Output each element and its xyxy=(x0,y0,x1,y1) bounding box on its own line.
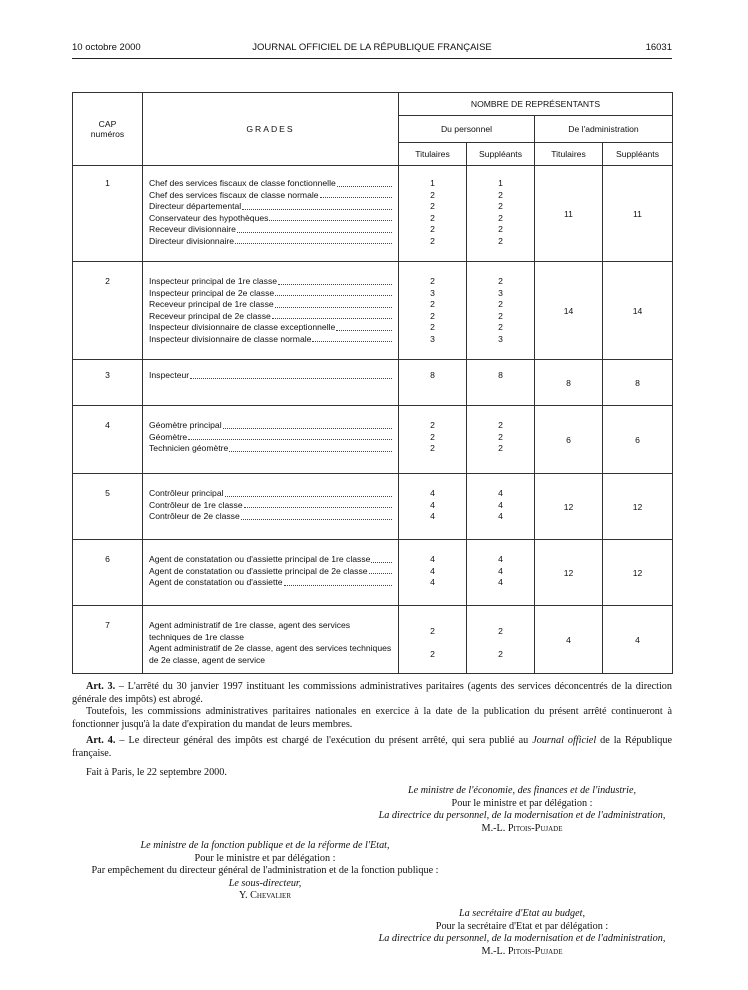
count-value: 11 xyxy=(633,208,642,219)
count-value: 6 xyxy=(635,434,640,445)
count-value: 3 xyxy=(498,333,503,344)
leader-dots xyxy=(284,585,392,586)
count-value: 2 xyxy=(498,224,503,234)
count-value: 2 xyxy=(498,443,503,453)
count-value: 2 xyxy=(498,310,503,321)
personnel-suppleants-cell xyxy=(467,166,535,262)
count-value: 2 xyxy=(498,299,503,309)
admin-suppleants-cell xyxy=(603,360,673,406)
count-value: 2 xyxy=(498,189,503,200)
count-value: 2 xyxy=(498,626,503,636)
grade-label: Inspecteur divisionnaire de classe exceptionnelle xyxy=(149,322,336,332)
count-value: 4 xyxy=(498,499,503,510)
sig1-directrice: La directrice du personnel, de la modernisation et de l'administration, xyxy=(378,810,666,822)
count-value: 4 xyxy=(430,577,435,587)
signature-block-budget xyxy=(372,908,672,958)
count-value: 14 xyxy=(632,305,643,316)
grade-label: Géomètre principal xyxy=(149,420,222,430)
leader-dots xyxy=(275,307,392,308)
count-value: 2 xyxy=(498,431,503,442)
personnel-titulaires-cell xyxy=(399,474,467,540)
count-value: 2 xyxy=(430,420,435,430)
sig3-title: La secrétaire d'Etat au budget, xyxy=(458,908,585,919)
admin-suppleants-cell xyxy=(603,540,673,606)
leader-dots xyxy=(237,232,392,233)
art4-text-a: – Le directeur général des impôts est chargé de l'exécution du présent arrêté, qui sera publié au xyxy=(115,735,533,746)
grade-label: Contrôleur de 1re classe xyxy=(149,499,243,510)
leader-dots xyxy=(188,439,392,440)
count-value: 12 xyxy=(632,567,643,578)
leader-dots xyxy=(223,428,392,429)
admin-suppleants-cell xyxy=(603,406,673,474)
leader-dots xyxy=(225,496,392,497)
col-header-personnel-suppleants: Suppléants xyxy=(467,143,535,166)
personnel-titulaires-cell xyxy=(399,360,467,406)
cap-number-cell xyxy=(73,406,143,474)
grades-cell xyxy=(143,360,399,406)
grades-cell xyxy=(143,474,399,540)
count-value: 6 xyxy=(566,434,571,445)
leader-dots xyxy=(369,573,392,574)
count-value: 2 xyxy=(498,212,503,223)
grade-label: Inspecteur principal de 1re classe xyxy=(149,276,278,286)
grades-cell xyxy=(143,262,399,360)
grade-label: Receveur divisionnaire xyxy=(149,224,236,234)
cap-number: 1 xyxy=(105,178,110,188)
cap-number: 5 xyxy=(105,488,110,498)
count-value: 2 xyxy=(430,276,435,286)
count-value: 2 xyxy=(498,276,503,286)
grade-label: Directeur divisionnaire xyxy=(149,235,235,246)
cap-number: 3 xyxy=(105,370,110,380)
grade-label: Géomètre xyxy=(149,431,188,442)
cap-number: 6 xyxy=(105,554,110,564)
grade-label: Agent administratif de 2e classe, agent des services techniques de 2e classe, agent de service xyxy=(149,643,392,665)
cap-number-cell xyxy=(73,474,143,540)
cap-number: 7 xyxy=(105,620,110,630)
grade-label: Technicien géomètre xyxy=(149,443,229,453)
personnel-titulaires-cell xyxy=(399,166,467,262)
leader-dots xyxy=(272,318,392,319)
count-value: 2 xyxy=(430,322,435,332)
count-value: 4 xyxy=(430,499,435,510)
grade-label: Chef des services fiscaux de classe normale xyxy=(149,189,319,200)
count-value: 2 xyxy=(498,235,503,246)
grade-label: Agent administratif de 1re classe, agent des services techniques de 1re classe xyxy=(149,620,351,642)
count-value: 12 xyxy=(563,567,574,578)
leader-dots xyxy=(229,451,392,452)
count-value: 11 xyxy=(564,208,573,219)
grades-cell xyxy=(143,606,399,674)
col-header-admin-suppleants: Suppléants xyxy=(603,143,673,166)
table-row xyxy=(73,166,673,262)
personnel-titulaires-cell xyxy=(399,406,467,474)
grade-label: Agent de constatation ou d'assiette principal de 1re classe xyxy=(149,554,371,564)
count-value: 2 xyxy=(430,431,435,442)
sig2-empechement: Par empêchement du directeur général de l'administration et de la fonction publique : xyxy=(91,865,439,877)
art3-text: – L'arrêté du 30 janvier 1997 instituant les commissions administratives paritaires (agents des services déconcentrés de la direction générale des impôts) est abrogé. xyxy=(72,681,672,705)
sig3-directrice: La directrice du personnel, de la modernisation et de l'administration, xyxy=(378,933,666,945)
grades-cell xyxy=(143,406,399,474)
cap-number-cell xyxy=(73,166,143,262)
count-value: 2 xyxy=(430,235,435,246)
col-header-administration: De l'administration xyxy=(535,116,673,143)
leader-dots xyxy=(269,220,392,221)
page-header xyxy=(72,42,672,58)
count-value: 8 xyxy=(498,370,503,380)
count-value: 12 xyxy=(632,501,643,512)
sig2-sous-directeur: Le sous-directeur, xyxy=(228,877,302,889)
count-value: 12 xyxy=(563,501,574,512)
count-value: 8 xyxy=(635,377,640,388)
col-header-grades: GRADES xyxy=(143,93,399,166)
admin-titulaires-cell xyxy=(535,360,603,406)
leader-dots xyxy=(336,330,392,331)
header-journal-title: JOURNAL OFFICIEL DE LA RÉPUBLIQUE FRANÇAISE xyxy=(252,42,492,53)
representatives-table xyxy=(72,92,673,674)
leader-dots xyxy=(312,341,392,342)
cap-number-cell xyxy=(73,606,143,674)
admin-titulaires-cell xyxy=(535,166,603,262)
header-page-number: 16031 xyxy=(645,42,672,53)
count-value: 4 xyxy=(498,488,503,498)
leader-dots xyxy=(235,243,392,244)
count-value: 4 xyxy=(430,511,435,521)
admin-suppleants-cell xyxy=(603,606,673,674)
admin-suppleants-cell xyxy=(603,474,673,540)
leader-dots xyxy=(337,186,392,187)
admin-suppleants-cell xyxy=(603,166,673,262)
table-row xyxy=(73,360,673,406)
count-value: 2 xyxy=(430,189,435,200)
art4-text-b: de la République française. xyxy=(72,735,672,759)
cap-number: 2 xyxy=(105,276,110,286)
leader-dots xyxy=(275,295,392,296)
count-value: 4 xyxy=(498,565,503,576)
grade-label: Contrôleur de 2e classe xyxy=(149,511,240,521)
sig3-name: M.-L. Pitois-Pujade xyxy=(481,945,563,957)
leader-dots xyxy=(244,507,392,508)
count-value: 2 xyxy=(430,649,435,659)
count-value: 2 xyxy=(430,443,435,453)
sig1-delegation: Pour le ministre et par délégation : xyxy=(451,797,593,809)
personnel-suppleants-cell xyxy=(467,360,535,406)
sig2-title: Le ministre de la fonction publique et de la réforme de l'Etat, xyxy=(140,840,390,851)
art3-text2: Toutefois, les commissions administratives paritaires nationales en exercice à la date de la publication du présent arrêté continueront à fonctionner jusqu'à la date d'expiration du mandat de leurs membres. xyxy=(72,706,672,730)
count-value: 2 xyxy=(498,420,503,430)
signature-block-fonction-publique xyxy=(78,840,452,903)
grade-label: Receveur principal de 2e classe xyxy=(149,310,271,321)
cap-number-cell xyxy=(73,360,143,406)
personnel-titulaires-cell xyxy=(399,262,467,360)
table-row xyxy=(73,606,673,674)
art4-label: Art. 4. xyxy=(86,735,116,746)
personnel-suppleants-cell xyxy=(467,606,535,674)
count-value: 1 xyxy=(430,178,435,188)
sig2-delegation: Pour le ministre et par délégation : xyxy=(194,852,336,864)
grades-cell xyxy=(143,540,399,606)
signature-block-economie xyxy=(372,785,672,835)
col-header-personnel-titulaires: Titulaires xyxy=(399,143,467,166)
count-value: 4 xyxy=(498,511,503,521)
personnel-titulaires-cell xyxy=(399,540,467,606)
grade-label: Directeur départemental xyxy=(149,201,242,211)
count-value: 2 xyxy=(498,649,503,659)
article-4 xyxy=(72,735,672,760)
leader-dots xyxy=(241,519,392,520)
count-value: 4 xyxy=(498,554,503,564)
leader-dots xyxy=(242,209,392,210)
count-value: 1 xyxy=(498,178,503,188)
admin-titulaires-cell xyxy=(535,406,603,474)
article-3 xyxy=(72,681,672,731)
leader-dots xyxy=(190,378,392,379)
col-header-admin-titulaires: Titulaires xyxy=(535,143,603,166)
admin-titulaires-cell xyxy=(535,262,603,360)
count-value: 2 xyxy=(430,212,435,223)
personnel-suppleants-cell xyxy=(467,262,535,360)
count-value: 2 xyxy=(430,201,435,211)
count-value: 4 xyxy=(635,634,640,645)
count-value: 2 xyxy=(430,310,435,321)
personnel-suppleants-cell xyxy=(467,540,535,606)
count-value: 8 xyxy=(430,370,435,380)
table-row xyxy=(73,406,673,474)
count-value: 2 xyxy=(430,224,435,234)
count-value: 4 xyxy=(498,577,503,587)
count-value: 3 xyxy=(430,333,435,344)
grade-label: Contrôleur principal xyxy=(149,488,224,498)
leader-dots xyxy=(371,562,392,563)
admin-titulaires-cell xyxy=(535,474,603,540)
admin-suppleants-cell xyxy=(603,262,673,360)
cap-number-cell xyxy=(73,540,143,606)
sig3-delegation: Pour la secrétaire d'Etat et par délégation : xyxy=(435,920,609,932)
col-header-nombre: NOMBRE DE REPRÉSENTANTS xyxy=(399,93,673,116)
col-header-cap: CAP numéros xyxy=(73,93,143,166)
count-value: 2 xyxy=(430,626,435,636)
count-value: 2 xyxy=(430,299,435,309)
count-value: 2 xyxy=(498,201,503,211)
art4-journal-officiel: Journal officiel xyxy=(532,735,597,746)
personnel-titulaires-cell xyxy=(399,606,467,674)
count-value: 4 xyxy=(430,488,435,498)
count-value: 4 xyxy=(430,554,435,564)
count-value: 3 xyxy=(430,287,435,298)
grade-label: Conservateur des hypothèques xyxy=(149,212,269,223)
table-row xyxy=(73,262,673,360)
count-value: 8 xyxy=(566,377,571,388)
count-value: 14 xyxy=(563,305,574,316)
grade-label: Inspecteur principal de 2e classe xyxy=(149,287,275,298)
grade-label: Inspecteur xyxy=(149,370,190,380)
sig2-name: Y. Chevalier xyxy=(238,890,292,902)
admin-titulaires-cell xyxy=(535,540,603,606)
art3-label: Art. 3. xyxy=(86,681,116,692)
fait-a-paris: Fait à Paris, le 22 septembre 2000. xyxy=(86,767,227,778)
count-value: 4 xyxy=(566,634,571,645)
admin-titulaires-cell xyxy=(535,606,603,674)
count-value: 4 xyxy=(430,565,435,576)
grades-cell xyxy=(143,166,399,262)
grade-label: Chef des services fiscaux de classe fonctionnelle xyxy=(149,178,336,188)
count-value: 2 xyxy=(498,322,503,332)
grade-label: Inspecteur divisionnaire de classe normale xyxy=(149,333,312,344)
personnel-suppleants-cell xyxy=(467,474,535,540)
grade-label: Agent de constatation ou d'assiette principal de 2e classe xyxy=(149,565,368,576)
header-date: 10 octobre 2000 xyxy=(72,42,141,53)
sig1-title: Le ministre de l'économie, des finances et de l'industrie, xyxy=(407,785,637,796)
cap-number-cell xyxy=(73,262,143,360)
table-row xyxy=(73,540,673,606)
grade-label: Agent de constatation ou d'assiette xyxy=(149,577,283,587)
leader-dots xyxy=(320,197,392,198)
col-header-personnel: Du personnel xyxy=(399,116,535,143)
header-rule xyxy=(72,58,672,59)
count-value: 3 xyxy=(498,287,503,298)
cap-number: 4 xyxy=(105,420,110,430)
table-row xyxy=(73,474,673,540)
grade-label: Receveur principal de 1re classe xyxy=(149,299,274,309)
sig1-name: M.-L. Pitois-Pujade xyxy=(481,822,563,834)
personnel-suppleants-cell xyxy=(467,406,535,474)
leader-dots xyxy=(278,284,392,285)
